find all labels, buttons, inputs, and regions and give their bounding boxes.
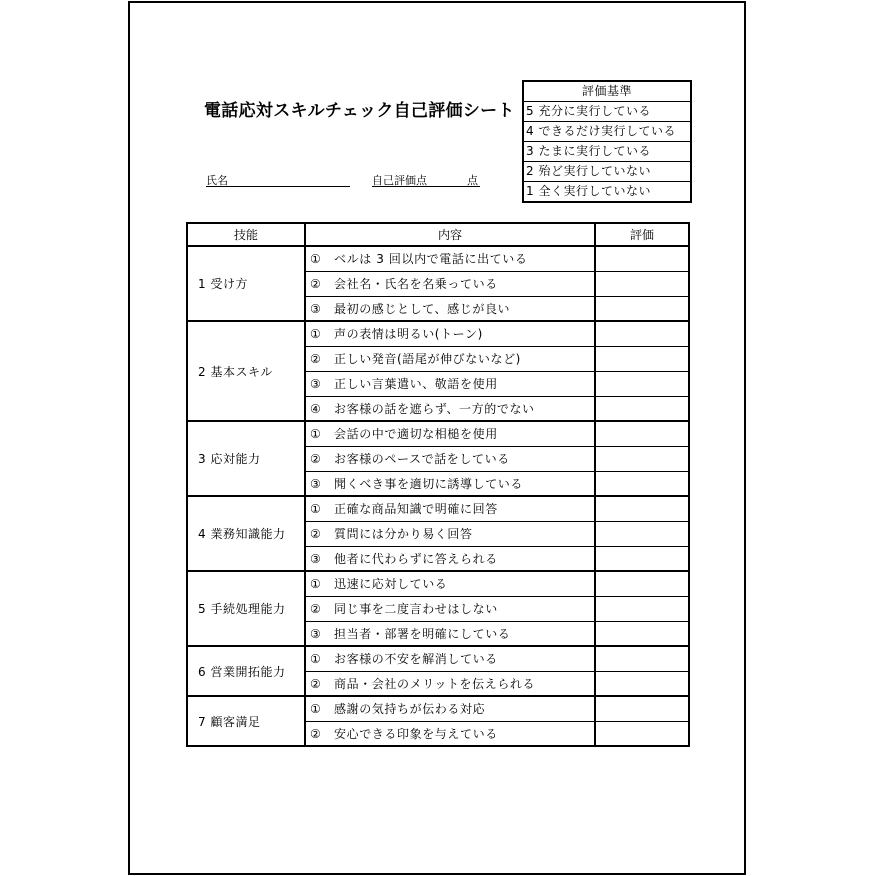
content-cell [305, 521, 595, 546]
item-text: ベルは 3 回以内で電話に出ている [334, 252, 528, 267]
content-cell [305, 721, 595, 746]
skill-cell: 3 応対能力 [187, 421, 305, 496]
content-cell [305, 596, 595, 621]
table-row [187, 646, 689, 671]
item-text: 声の表情は明るい(トーン) [334, 327, 483, 342]
item-text: 他者に代わらずに答えられる [334, 551, 498, 566]
item-number: ① [310, 427, 322, 442]
content-cell [305, 396, 595, 421]
item-text: 正しい発音(語尾が伸びないなど) [334, 352, 521, 366]
rating-cell[interactable] [595, 346, 689, 371]
rating-cell[interactable] [595, 421, 689, 446]
content-cell [305, 296, 595, 321]
skill-cell: 2 基本スキル [187, 321, 305, 421]
item-text: 最初の感じとして、感じが良い [334, 301, 511, 316]
item-text: 担当者・部署を明確にしている [334, 626, 511, 641]
content-cell [305, 246, 595, 271]
item-number: ④ [310, 401, 322, 416]
evaluation-criteria-box [522, 80, 692, 203]
item-number: ② [310, 726, 322, 741]
content-cell [305, 571, 595, 596]
rating-cell[interactable] [595, 571, 689, 596]
self-score-field[interactable] [372, 172, 480, 187]
rating-cell[interactable] [595, 271, 689, 296]
content-cell [305, 696, 595, 721]
rating-cell[interactable] [595, 246, 689, 271]
item-text: 質問には分かり易く回答 [334, 527, 473, 541]
table-header-row [187, 223, 689, 246]
skill-cell: 7 顧客満足 [187, 696, 305, 746]
content-cell [305, 496, 595, 521]
table-row [187, 321, 689, 346]
item-text: 同じ事を二度言わせはしない [334, 602, 498, 616]
table-row [187, 496, 689, 521]
rating-cell[interactable] [595, 471, 689, 496]
item-text: お客様の話を遮らず、一方的でない [334, 401, 535, 416]
item-text: 商品・会社のメリットを伝えられる [334, 676, 536, 691]
item-number: ② [310, 352, 322, 366]
content-cell [305, 621, 595, 646]
item-number: ③ [310, 476, 322, 491]
table-row [187, 421, 689, 446]
column-header-content: 内容 [305, 223, 595, 246]
content-cell [305, 421, 595, 446]
content-cell [305, 321, 595, 346]
name-label: 氏名 [206, 174, 228, 187]
skill-cell: 6 営業開拓能力 [187, 646, 305, 696]
rating-cell[interactable] [595, 621, 689, 646]
page-title: 電話応対スキルチェック自己評価シート [204, 101, 515, 121]
rating-cell[interactable] [595, 721, 689, 746]
item-text: 会話の中で適切な相槌を使用 [334, 427, 498, 442]
item-number: ③ [310, 301, 322, 316]
skills-table [186, 222, 690, 747]
self-score-label: 自己評価点 [372, 174, 427, 187]
criteria-level-2: 2 殆ど実行していない [524, 161, 690, 181]
rating-cell[interactable] [595, 321, 689, 346]
table-row [187, 246, 689, 271]
item-text: 会社名・氏名を名乗っている [334, 277, 498, 291]
item-text: 正しい言葉遣い、敬語を使用 [334, 377, 498, 391]
item-number: ② [310, 527, 322, 541]
item-number: ① [310, 327, 322, 342]
rating-cell[interactable] [595, 646, 689, 671]
rating-cell[interactable] [595, 446, 689, 471]
content-cell [305, 646, 595, 671]
column-header-skill: 技能 [187, 223, 305, 246]
rating-cell[interactable] [595, 671, 689, 696]
item-number: ② [310, 602, 322, 616]
item-number: ③ [310, 551, 322, 566]
column-header-rating: 評価 [595, 223, 689, 246]
criteria-level-1: 1 全く実行していない [524, 181, 690, 201]
item-number: ② [310, 452, 322, 466]
skill-cell: 5 手続処理能力 [187, 571, 305, 646]
rating-cell[interactable] [595, 546, 689, 571]
rating-cell[interactable] [595, 496, 689, 521]
rating-cell[interactable] [595, 396, 689, 421]
table-row [187, 571, 689, 596]
content-cell [305, 346, 595, 371]
item-number: ② [310, 277, 322, 291]
content-cell [305, 546, 595, 571]
self-score-unit: 点 [467, 174, 478, 187]
content-cell [305, 671, 595, 696]
rating-cell[interactable] [595, 696, 689, 721]
name-field[interactable] [206, 172, 350, 187]
item-number: ① [310, 702, 322, 717]
criteria-level-4: 4 できるだけ実行している [524, 121, 690, 141]
criteria-level-5: 5 充分に実行している [524, 101, 690, 121]
rating-cell[interactable] [595, 296, 689, 321]
item-text: 安心できる印象を与えている [334, 726, 498, 741]
content-cell [305, 371, 595, 396]
item-number: ② [310, 676, 322, 691]
item-text: お客様のペースで話をしている [334, 452, 510, 466]
content-cell [305, 271, 595, 296]
item-text: 正確な商品知識で明確に回答 [334, 502, 498, 517]
table-body [187, 246, 689, 746]
item-text: 聞くべき事を適切に誘導している [334, 476, 524, 491]
content-cell [305, 446, 595, 471]
criteria-header: 評価基準 [581, 84, 632, 98]
item-number: ③ [310, 626, 322, 641]
table-row [187, 696, 689, 721]
item-number: ① [310, 252, 322, 267]
rating-cell[interactable] [595, 596, 689, 621]
item-number: ① [310, 652, 322, 667]
rating-cell[interactable] [595, 371, 689, 396]
skill-cell: 4 業務知識能力 [187, 496, 305, 571]
skill-cell: 1 受け方 [187, 246, 305, 321]
item-text: お客様の不安を解消している [334, 652, 498, 667]
item-number: ① [310, 577, 322, 592]
content-cell [305, 471, 595, 496]
item-text: 感謝の気持ちが伝わる対応 [334, 702, 486, 717]
rating-cell[interactable] [595, 521, 689, 546]
item-number: ③ [310, 377, 322, 391]
item-text: 迅速に応対している [334, 577, 448, 592]
criteria-level-3: 3 たまに実行している [524, 141, 690, 161]
item-number: ① [310, 502, 322, 517]
